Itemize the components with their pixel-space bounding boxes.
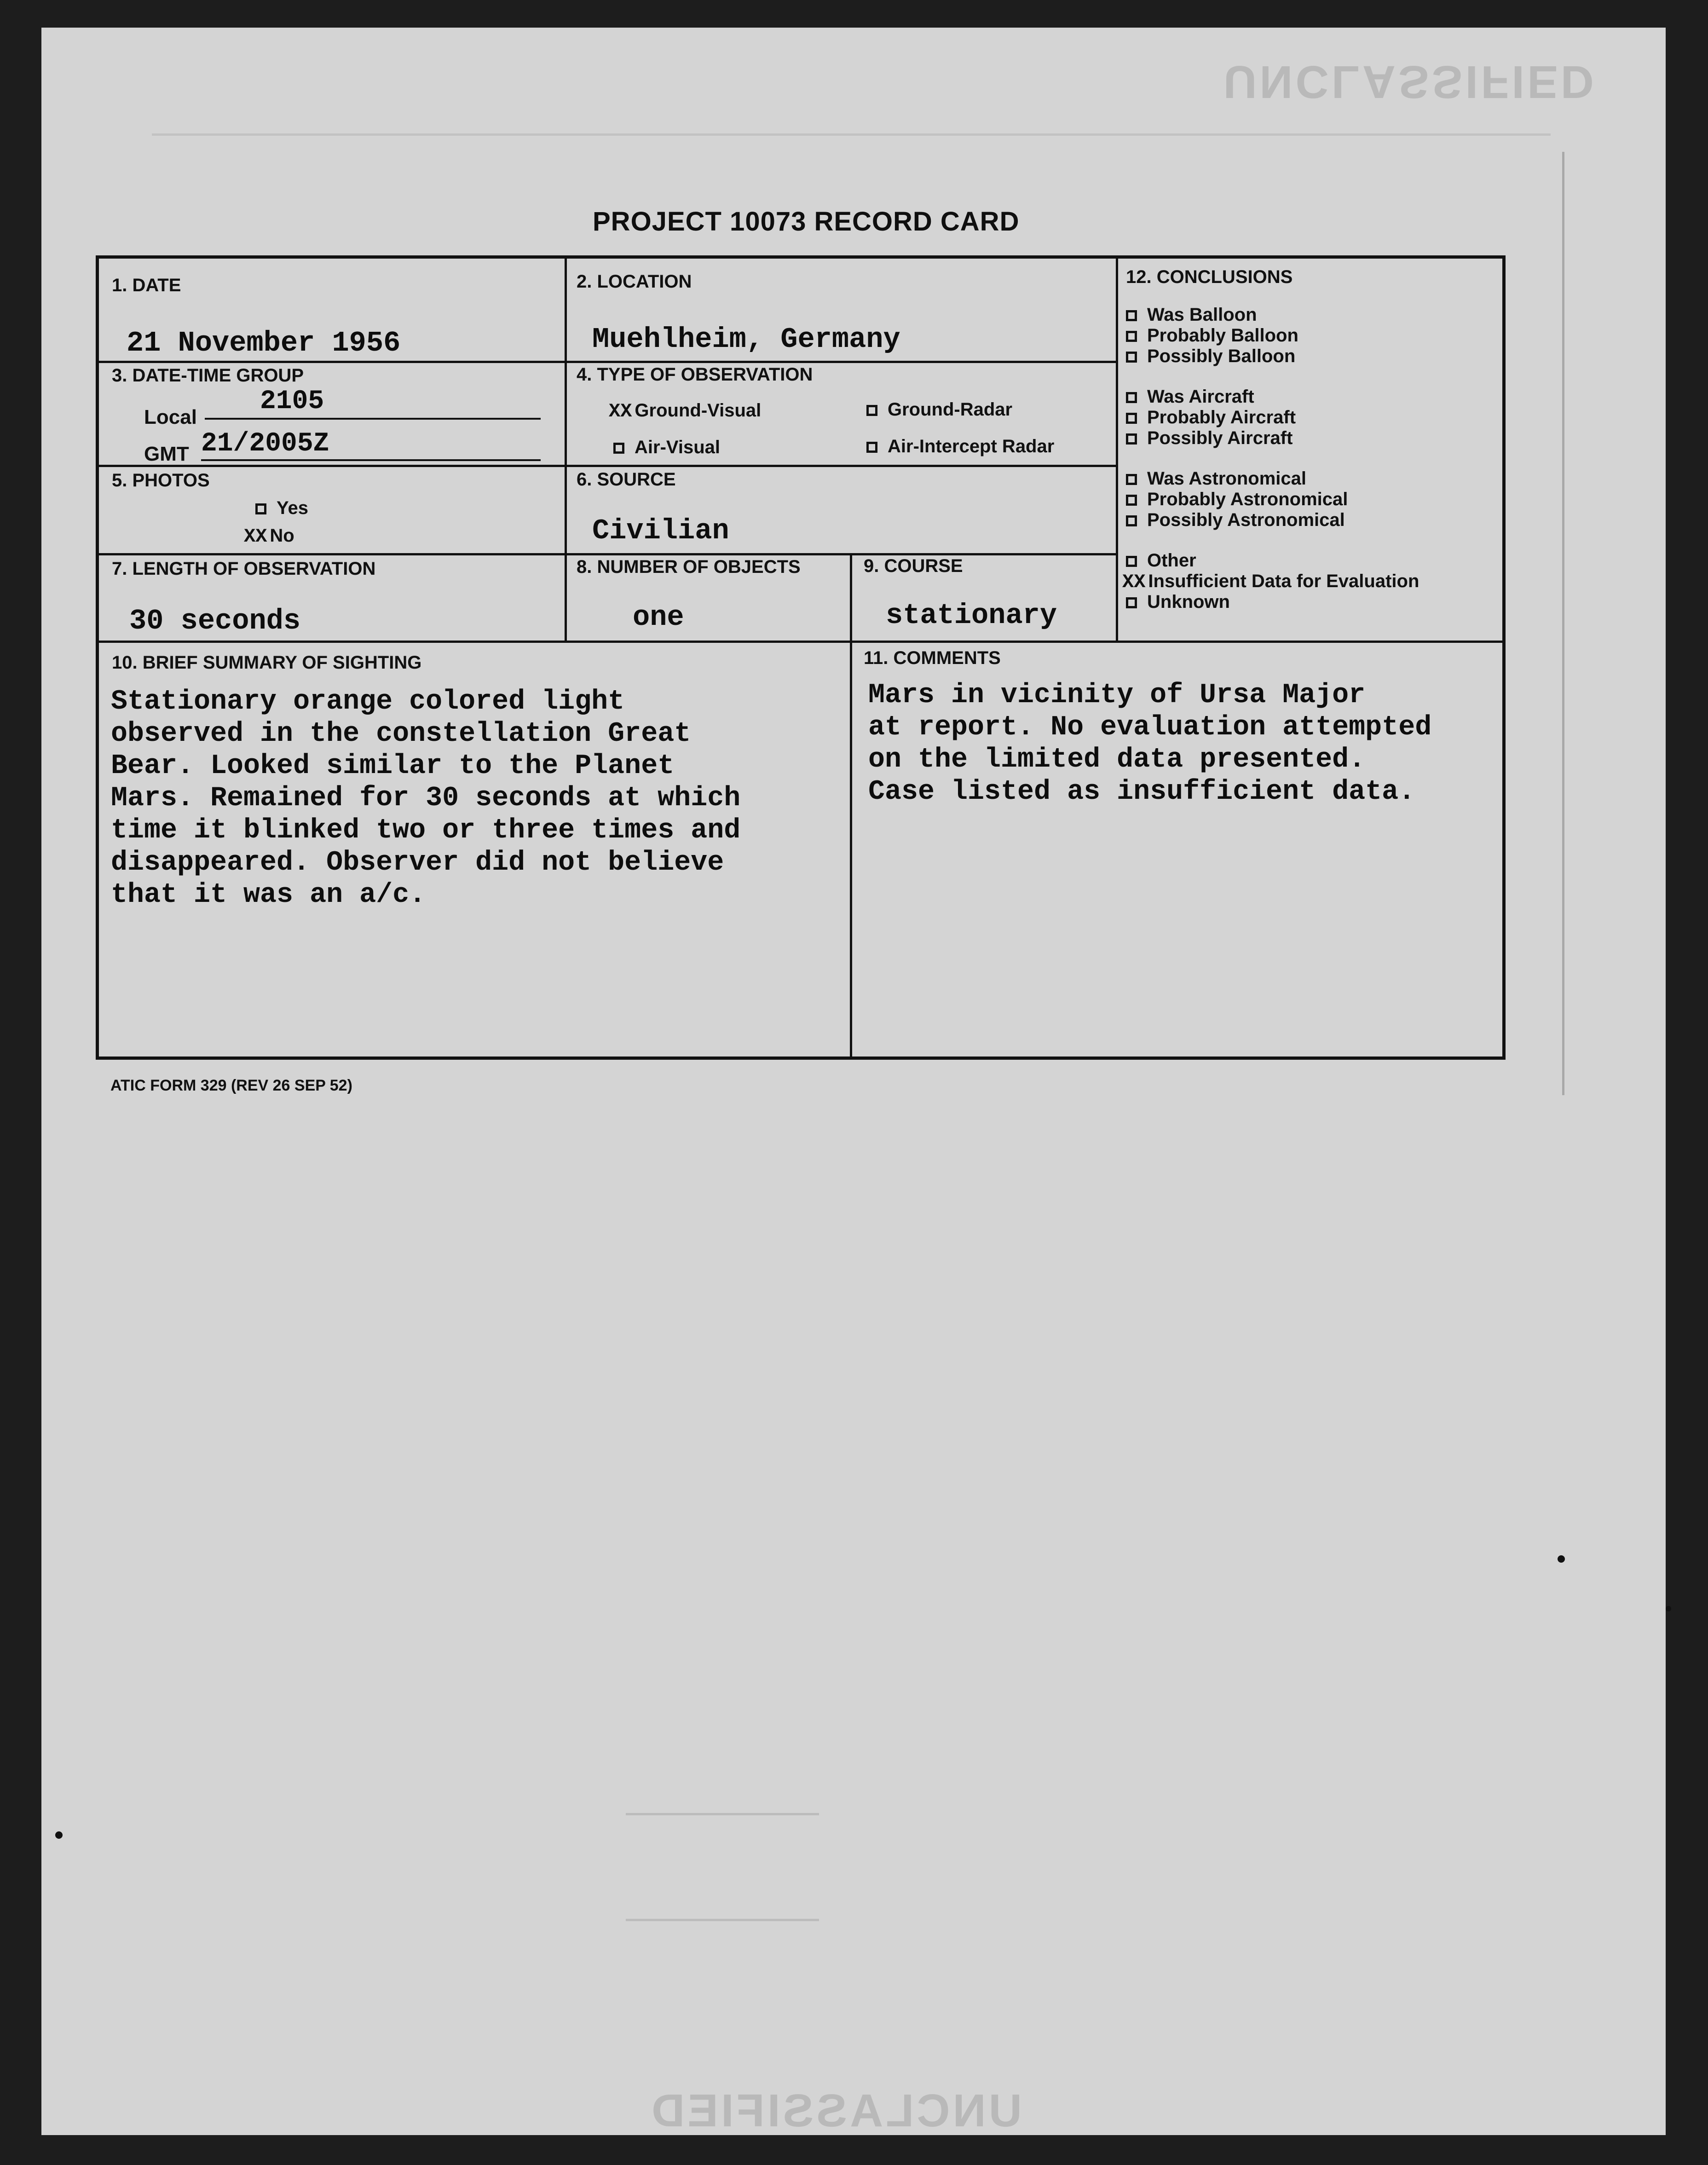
checkbox-icon (1126, 515, 1137, 526)
unclassified-stamp-bottom: UNCLASSIFIED (649, 2085, 1022, 2136)
checkbox-icon (1126, 413, 1137, 424)
divider (99, 553, 1116, 555)
course-value: stationary (886, 599, 1057, 632)
summary-text: Stationary orange colored light observed in the constellation Great Bear. Looked similar to the Planet Mars. Remained for 30 seconds at which time it blinked two or three times and disappeared. Observer did not believe that it was an a/c. (111, 686, 741, 911)
checkbox-icon (1126, 495, 1137, 506)
check-mark-icon: XX (244, 525, 267, 548)
photos-no-option: XX No (244, 525, 294, 548)
objects-value: one (633, 601, 684, 634)
checkbox-icon (1126, 597, 1137, 608)
checkbox-icon (1126, 310, 1137, 321)
divider (99, 641, 1505, 643)
source-label: 6. SOURCE (577, 469, 676, 490)
conclusion-was-astronomical: Was Astronomical (1126, 468, 1306, 489)
local-time-value: 2105 (260, 387, 324, 416)
checkbox-icon (1126, 352, 1137, 363)
form-identifier: ATIC FORM 329 (REV 26 SEP 52) (110, 1077, 352, 1094)
conclusion-possibly-aircraft: Possibly Aircraft (1126, 428, 1293, 449)
source-value: Civilian (592, 514, 729, 547)
date-label: 1. DATE (112, 275, 181, 295)
checkbox-icon (1126, 433, 1137, 445)
objects-label: 8. NUMBER OF OBJECTS (577, 557, 801, 577)
conclusion-probably-astronomical: Probably Astronomical (1126, 489, 1348, 510)
checkbox-icon (1126, 331, 1137, 342)
photos-yes-option: Yes (255, 498, 308, 519)
date-time-group-label: 3. DATE-TIME GROUP (112, 365, 304, 386)
check-mark-icon: XX (1122, 571, 1146, 594)
divider (99, 361, 1116, 363)
observation-type-label: 4. TYPE OF OBSERVATION (577, 364, 813, 385)
conclusion-possibly-balloon: Possibly Balloon (1126, 346, 1295, 367)
air-visual-option: Air-Visual (613, 437, 720, 458)
ground-radar-option: Ground-Radar (866, 399, 1012, 420)
speck (55, 1831, 63, 1839)
comments-text: Mars in vicinity of Ursa Major at report. No evaluation attempted on the limited data presented. Case listed as insufficient data. (868, 680, 1432, 808)
local-label: Local (144, 406, 197, 428)
check-mark-icon: XX (609, 400, 632, 423)
length-label: 7. LENGTH OF OBSERVATION (112, 559, 376, 579)
location-label: 2. LOCATION (577, 271, 692, 292)
conclusion-insufficient-data: XX Insufficient Data for Evaluation (1122, 571, 1419, 594)
speck (1558, 1555, 1565, 1563)
conclusion-possibly-astronomical: Possibly Astronomical (1126, 510, 1345, 531)
unclassified-stamp-top: UNCLASSIFIED (1223, 56, 1597, 108)
location-value: Muehlheim, Germany (592, 323, 900, 356)
speck (1666, 1606, 1671, 1611)
checkbox-icon (1126, 474, 1137, 485)
gmt-time-value: 21/2005Z (201, 429, 329, 459)
conclusion-was-aircraft: Was Aircraft (1126, 387, 1254, 407)
checkbox-icon (1126, 556, 1137, 567)
conclusions-label: 12. CONCLUSIONS (1126, 267, 1293, 287)
conclusion-probably-balloon: Probably Balloon (1126, 325, 1298, 346)
course-label: 9. COURSE (864, 556, 963, 576)
divider (1116, 259, 1118, 641)
ground-visual-option: XX Ground-Visual (609, 400, 762, 423)
checkbox-icon (866, 405, 877, 416)
gmt-label: GMT (144, 443, 189, 465)
conclusion-other: Other (1126, 550, 1196, 571)
record-card (96, 255, 1506, 1060)
card-title: PROJECT 10073 RECORD CARD (593, 207, 1020, 237)
summary-label: 10. BRIEF SUMMARY OF SIGHTING (112, 652, 422, 673)
checkbox-icon (1126, 392, 1137, 403)
divider (850, 553, 852, 1057)
photos-label: 5. PHOTOS (112, 470, 210, 491)
comments-label: 11. COMMENTS (864, 648, 1001, 668)
air-intercept-radar-option: Air-Intercept Radar (866, 436, 1054, 457)
divider (99, 465, 1116, 467)
conclusion-was-balloon: Was Balloon (1126, 305, 1257, 325)
conclusion-probably-aircraft: Probably Aircraft (1126, 407, 1296, 428)
divider (565, 259, 567, 643)
conclusion-unknown: Unknown (1126, 592, 1230, 612)
checkbox-icon (255, 503, 266, 514)
date-value: 21 November 1956 (127, 327, 401, 359)
length-value: 30 seconds (129, 605, 301, 637)
checkbox-icon (866, 442, 877, 453)
checkbox-icon (613, 443, 624, 454)
